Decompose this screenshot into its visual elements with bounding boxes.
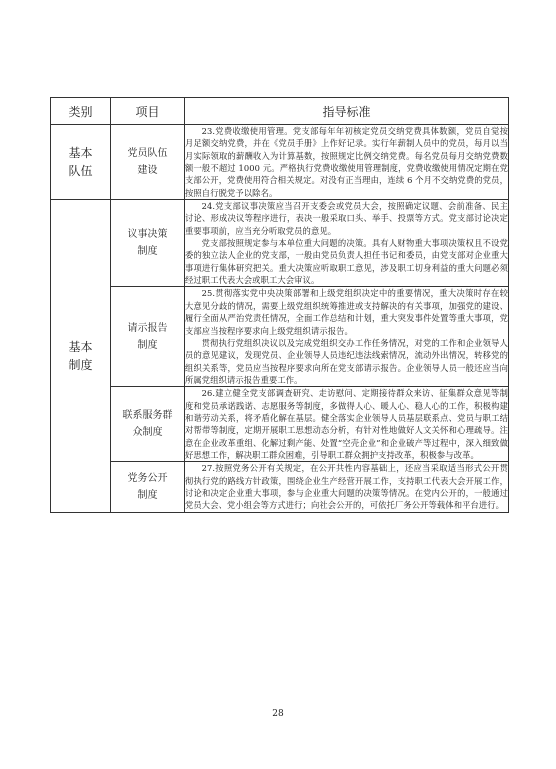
item-label: 党务公开 制度 [127,472,168,501]
standard-paragraph: 24.党支部议事决策应当召开支委会或党员大会，按照确定议题、会前准备、民主讨论、形成决议等程序进行，表决一般采取口头、举手、投票等方式。党支部讨论决定重要事项前，应当充分听取党员的意见。 [185,201,508,236]
standard-paragraph: 贯彻执行党组织决议以及完成党组织交办工作任务情况，对党的工作和企业领导人员的意见建议，发现党员、企业领导人员违纪违法线索情况，流动外出情况，转移党的组织关系等，党员应当按程序要求向所在党支部请示报告。企业领导人员一般还应当向所属党组织请示报告重要工作。 [185,337,508,385]
standard-paragraph: 27.按照党务公开有关规定，在公开共性内容基础上，还应当采取适当形式公开贯彻执行党的路线方针政策，围绕企业生产经营开展工作，支持职工代表大会开展工作，讨论和决定企业重大事项，参与企业重大问题的决策等情况。在党内公开的，一般通过党员大会、党小组会等方式进行；向社会公开的，可依托厂务公开等载体和平台进行。 [185,463,508,511]
table-header-row [51,98,509,125]
item-cell [111,200,185,287]
standard-paragraph: 26.建立健全党支部调查研究、走访慰问、定期接待群众来访、征集群众意见等制度和党员承诺践诺、志愿服务等制度，多做得人心、暖人心、稳人心的工作，积极构建和谐劳动关系，将矛盾化解在基层。健全落实企业领导人员基层联系点、党员与职工结对帮带等制度，定期开展职工思想动态分析，有针对性地做好人文关怀和心理疏导。注意在企业改革重组、化解过剩产能、处置“空壳企业”和企业破产等过程中，深入细致做好思想工作，解决职工群众困难，引导职工群众拥护支持改革，积极参与改革。 [185,388,508,460]
item-label: 联系服务群 众制度 [122,410,173,439]
item-cell [111,387,185,462]
table-row [51,462,509,512]
page-number: 28 [272,709,284,719]
category-cell [51,200,111,513]
standard-paragraph: 23.党费收缴使用管理。党支部每年年初核定党员交纳党费具体数额，党员自觉按月足额交纳党费，并在《党员手册》上作好记录。实行年薪制人员中的党员，每月以当月实际领取的薪酬收入为计算基数，按照规定比例交纳党费。每名党员每月交纳党费数额一般不超过 1000 元。严格执行党费收缴使用管理制度，党费收缴使用情况定期在党支部公开，党费使用符合相关规定。对没有正当理由，连续 6 个月不交纳党费的党员，按照自行脱党予以除名。 [185,126,508,198]
header-standard: 指导标准 [185,98,509,125]
guidance-standard-table [50,97,509,513]
table-row [51,125,509,200]
item-label: 请示报告 制度 [127,322,168,351]
standard-cell [185,462,509,512]
item-label: 党员队伍 建设 [127,148,168,177]
item-label: 议事决策 制度 [127,229,168,258]
header-item: 项目 [111,98,185,125]
category-cell [51,125,111,200]
item-cell [111,462,185,512]
table-row [51,387,509,462]
standard-cell [185,200,509,287]
category-label: 基本 制度 [68,339,93,372]
table-row [51,287,509,387]
item-cell [111,287,185,387]
item-cell [111,125,185,200]
standard-cell [185,387,509,462]
table-row [51,200,509,287]
standard-paragraph: 25.贯彻落实党中央决策部署和上级党组织决定中的重要情况，重大决策时存在较大意见分歧的情况，需要上级党组织统筹推进或支持解决的有关事项，加强党的建设、履行全面从严治党责任情况，全面工作总结和计划，重大突发事件处置等重大事项，党支部应当按程序要求向上级党组织请示报告。 [185,288,508,336]
category-label: 基本 队伍 [68,146,93,179]
standard-cell [185,125,509,200]
standard-paragraph: 党支部按照规定参与本单位重大问题的决策。具有人财物重大事项决策权且不设党委的独立法人企业的党支部，一般由党员负责人担任书记和委员，由党支部对企业重大事项进行集体研究把关。重大决策应听取职工意见，涉及职工切身利益的重大问题必须经过职工代表大会或职工大会审议。 [185,238,508,286]
header-category: 类别 [51,98,111,125]
standard-cell [185,287,509,387]
